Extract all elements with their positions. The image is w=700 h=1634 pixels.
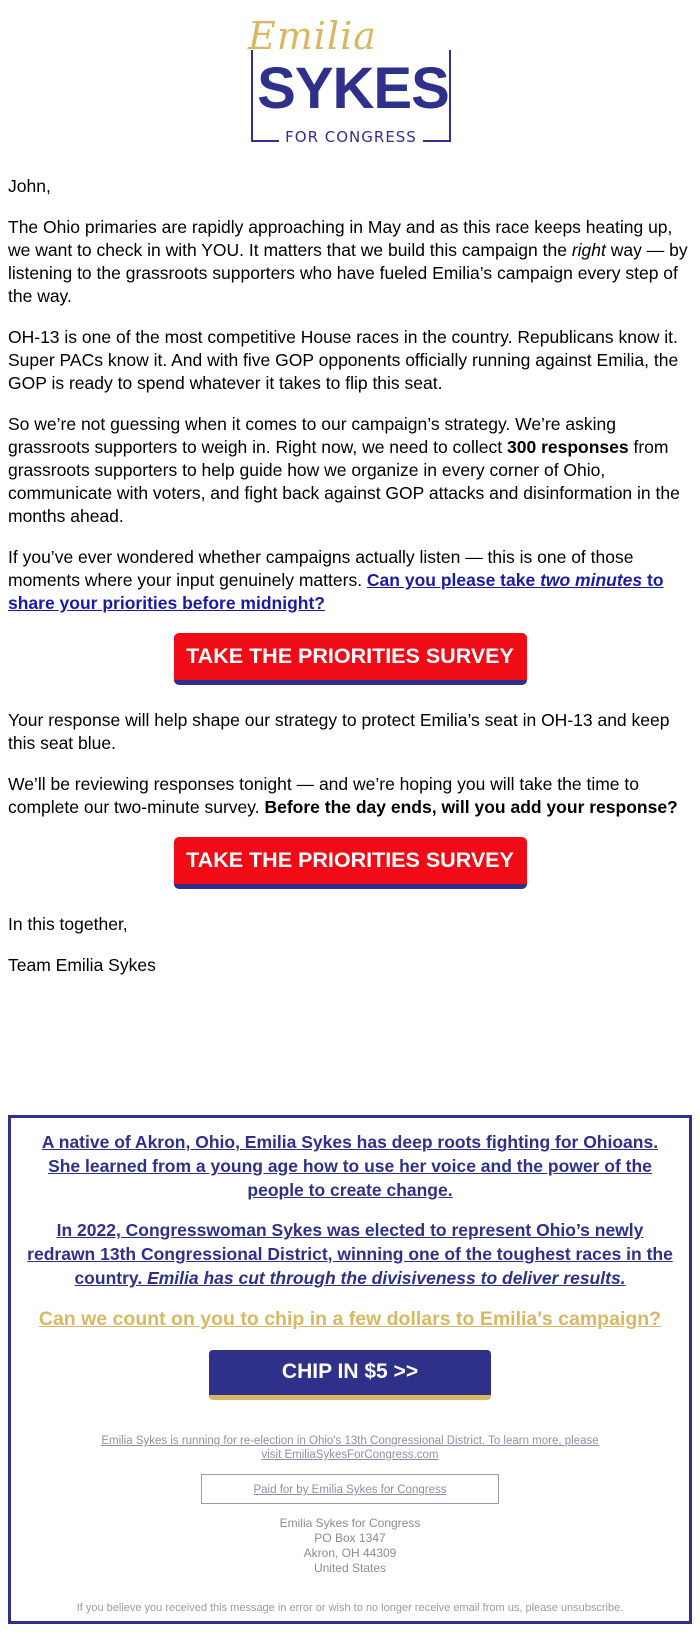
bio-paragraph-2[interactable] xyxy=(27,1218,673,1290)
paragraph-1 xyxy=(8,216,692,308)
address-line-2: Akron, OH 44309 xyxy=(303,1546,397,1560)
paid-for-disclaimer[interactable]: Paid for by Emilia Sykes for Congress xyxy=(201,1474,499,1504)
bio-paragraph-1[interactable]: A native of Akron, Ohio, Emilia Sykes has deep roots fighting for Ohioans. She learned from a young age how to use her voice and the power of the people to create change. xyxy=(41,1132,659,1200)
logo-script-text: Emilia xyxy=(248,14,377,58)
unsubscribe-notice[interactable]: If you believe you received this message in error or wish to no longer receive email from us, please unsubscribe. xyxy=(76,1602,624,1614)
paragraph-1-text-end: way — by listening to the grassroots supporters who have fueled Emilia’s campaign every step of the way. xyxy=(8,240,688,306)
survey-link-emphasis: two minutes xyxy=(540,570,643,590)
signoff: In this together, xyxy=(8,914,128,934)
paragraph-3-text-end: from grassroots supporters to help guide how we organize in every corner of Ohio, communicate with voters, and fight back against GOP attacks and disinformation in the months ahead. xyxy=(8,437,680,526)
paragraph-3-text: So we’re not guessing when it comes to our campaign’s strategy. We’re asking grassroots supporters to weigh in. Right now, we need to collect xyxy=(8,414,616,457)
paragraph-4-text: If you’ve ever wondered whether campaigns actually listen — this is one of those moments where your input genuinely matters. xyxy=(8,547,634,590)
donation-footer xyxy=(8,1115,692,1624)
paragraph-1-text: The Ohio primaries are rapidly approaching in May and as this race keeps heating up, we want to check in with YOU. It matters that we build this campaign the xyxy=(8,217,673,260)
address-line-1: PO Box 1347 xyxy=(314,1531,386,1545)
survey-link-text: Can you please take xyxy=(366,570,541,590)
paragraph-6-text: We’ll be reviewing responses tonight — and we’re hoping you will take the time to complete our two-minute survey. xyxy=(8,774,639,817)
logo-subtitle xyxy=(251,128,451,147)
paragraph-6 xyxy=(8,773,692,819)
signature: Team Emilia Sykes xyxy=(8,955,156,975)
logo-main-text: SYKES xyxy=(257,56,449,121)
take-survey-button[interactable]: TAKE THE PRIORITIES SURVEY xyxy=(174,633,527,685)
paragraph-1-emphasis: right xyxy=(571,240,606,260)
logo-subtitle-text: FOR CONGRESS xyxy=(279,128,423,146)
paragraph-3-bold: 300 responses xyxy=(507,437,629,457)
address-country: United States xyxy=(313,1561,387,1575)
campaign-info-link[interactable]: Emilia Sykes is running for re-election in Ohio's 13th Congressional District. To learn more, please visit EmiliaSykesForCongress.com xyxy=(101,1435,599,1461)
greeting: John, xyxy=(8,176,51,196)
paragraph-3 xyxy=(8,413,692,528)
take-survey-button-2[interactable]: TAKE THE PRIORITIES SURVEY xyxy=(174,837,527,889)
paragraph-2: OH-13 is one of the most competitive House races in the country. Republicans know it. Super PACs know it. And with five GOP opponents officially running against Emilia, the GOP is ready to spend whatever it takes to flip this seat. xyxy=(8,327,679,393)
cta-container-2 xyxy=(8,837,692,889)
cta-container-1 xyxy=(8,633,692,685)
paragraph-5: Your response will help shape our strategy to protect Emilia’s seat in OH-13 and keep this seat blue. xyxy=(8,710,670,753)
paragraph-4 xyxy=(8,546,692,615)
email-body xyxy=(0,175,700,977)
campaign-logo xyxy=(0,0,700,175)
survey-link-text-end: to share your priorities before midnight? xyxy=(8,570,664,613)
paragraph-6-bold: Before the day ends, will you add your response? xyxy=(264,797,678,817)
bio-paragraph-2-emphasis: Emilia has cut through the divisiveness to deliver results. xyxy=(147,1268,626,1288)
chip-in-button[interactable]: CHIP IN $5 >> xyxy=(209,1350,491,1400)
mailing-address xyxy=(27,1516,673,1576)
donation-ask-link[interactable]: Can we count on you to chip in a few dollars to Emilia's campaign? xyxy=(38,1308,662,1330)
bio-paragraph-2-text: In 2022, Congresswoman Sykes was elected to represent Ohio’s newly redrawn 13th Congressional District, winning one of the toughest races in the country. xyxy=(27,1220,673,1288)
address-name: Emilia Sykes for Congress xyxy=(279,1516,421,1530)
